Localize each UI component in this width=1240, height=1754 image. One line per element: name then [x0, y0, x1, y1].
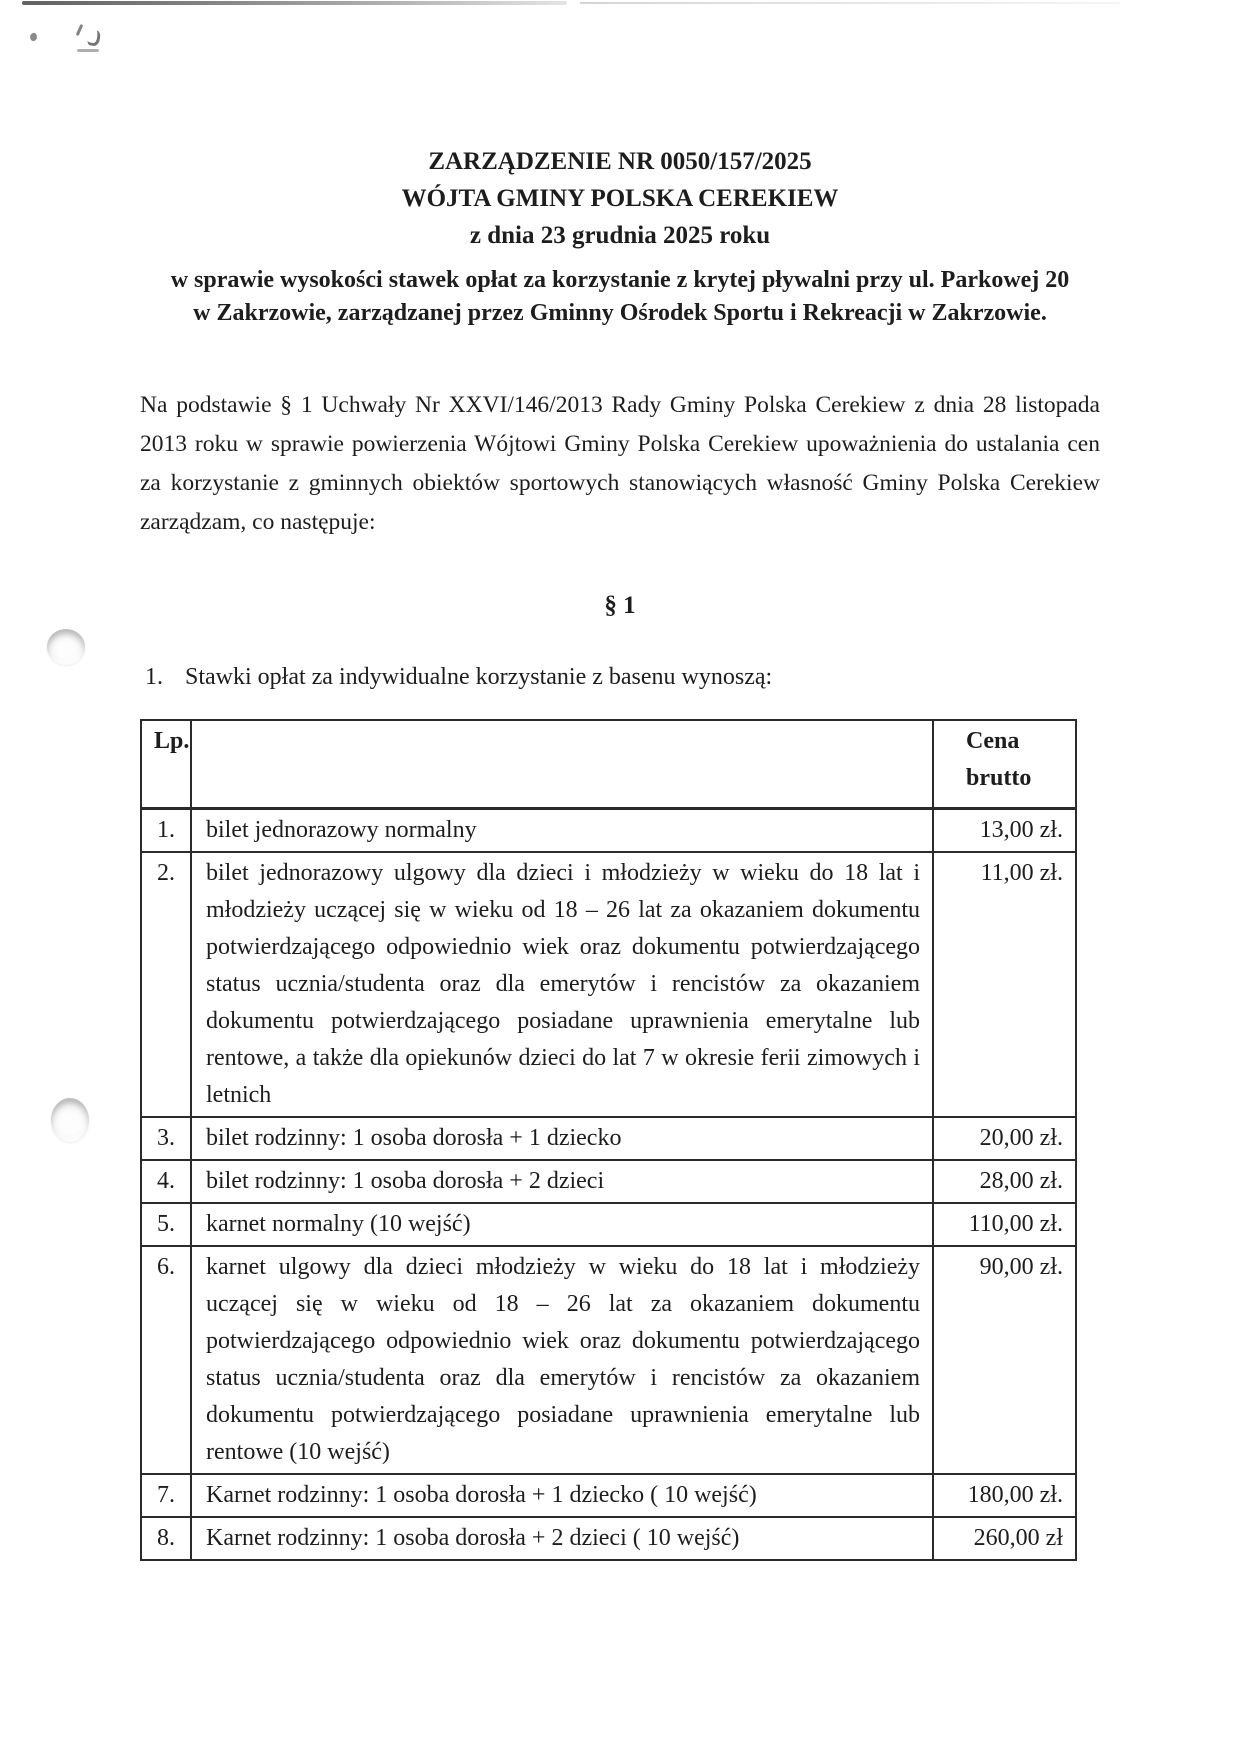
ordinance-date: z dnia 23 grudnia 2025 roku: [469, 222, 771, 249]
row-number: 2.: [141, 852, 191, 1117]
scan-edge-artifact: [580, 2, 1120, 4]
row-number: 3.: [141, 1117, 191, 1160]
column-header-price: Cena brutto: [933, 720, 1076, 809]
row-number: 4.: [141, 1160, 191, 1203]
scan-smudge-mark: [76, 24, 84, 36]
issuing-authority: WÓJTA GMINY POLSKA CEREKIEW: [401, 185, 839, 212]
scan-edge-artifact: [22, 1, 567, 5]
scan-smudge-mark: [77, 49, 99, 52]
document-subject: [120, 264, 1120, 330]
column-header-description-empty: [191, 720, 933, 809]
table-row: [141, 809, 1076, 853]
row-price: 90,00 zł.: [933, 1246, 1076, 1474]
subject-line-2: w Zakrzowie, zarządzanej przez Gminny Ośrodek Sportu i Rekreacji w Zakrzowie.: [193, 300, 1047, 326]
row-price: 260,00 zł: [933, 1517, 1076, 1560]
subject-line-1: w sprawie wysokości stawek opłat za korzystanie z krytej pływalni przy ul. Parkowej 20: [170, 267, 1070, 293]
row-number: 5.: [141, 1203, 191, 1246]
ordinance-number: ZARZĄDZENIE NR 0050/157/2025: [428, 148, 812, 175]
row-description: bilet jednorazowy ulgowy dla dzieci i młodzieży w wieku do 18 lat i młodzieży uczącej się w wieku od 18 – 26 lat za okazaniem dokumentu potwierdzającego odpowiednio wiek oraz dokumentu potwierdzającego status ucznia/studenta oraz dla emerytów i rencistów za okazaniem dokumentu potwierdzającego posiadane uprawnienia emerytalne lub rentowe, a także dla opiekunów dzieci do lat 7 w okresie ferii zimowych i letnich: [191, 852, 933, 1117]
column-header-lp: Lp.: [141, 720, 191, 809]
row-price: 110,00 zł.: [933, 1203, 1076, 1246]
row-description: karnet ulgowy dla dzieci młodzieży w wieku do 18 lat i młodzieży uczącej się w wieku od 18 – 26 lat za okazaniem dokumentu potwierdzającego odpowiednio wiek oraz dokumentu potwierdzającego status ucznia/studenta oraz dla emerytów i rencistów za okazaniem dokumentu potwierdzającego posiadane uprawnienia emerytalne lub rentowe (10 wejść): [191, 1246, 933, 1474]
table-row: [141, 1160, 1076, 1203]
price-table-header-row: [141, 720, 1076, 809]
row-description: karnet normalny (10 wejść): [191, 1203, 933, 1246]
price-table: [140, 719, 1077, 1561]
row-price: 28,00 zł.: [933, 1160, 1076, 1203]
row-price: 180,00 zł.: [933, 1474, 1076, 1517]
table-row: [141, 1246, 1076, 1474]
scan-smudge-mark: [87, 29, 101, 47]
table-row: [141, 1203, 1076, 1246]
table-row: [141, 1117, 1076, 1160]
table-row: [141, 852, 1076, 1117]
list-item-number: 1.: [145, 664, 163, 690]
row-description: bilet jednorazowy normalny: [191, 809, 933, 853]
row-price: 11,00 zł.: [933, 852, 1076, 1117]
section-1-heading: § 1: [604, 592, 636, 619]
legal-basis-paragraph: Na podstawie § 1 Uchwały Nr XXVI/146/2013 Rady Gminy Polska Cerekiew z dnia 28 listopada 2013 roku w sprawie powierzenia Wójtowi Gminy Polska Cerekiew upoważnienia do ustalania cen za korzystanie z gminnych obiektów sportowych stanowiących własność Gminy Polska Cerekiew zarządzam, co następuje:: [140, 392, 1100, 535]
row-description: bilet rodzinny: 1 osoba dorosła + 2 dzieci: [191, 1160, 933, 1203]
row-description: Karnet rodzinny: 1 osoba dorosła + 2 dzieci ( 10 wejść): [191, 1517, 933, 1560]
list-item-1: [145, 664, 1100, 691]
hole-punch-shadow: [51, 1098, 89, 1142]
row-price: 20,00 zł.: [933, 1117, 1076, 1160]
table-row: [141, 1517, 1076, 1560]
list-item-text: Stawki opłat za indywidualne korzystanie z basenu wynoszą:: [185, 664, 773, 690]
table-row: [141, 1474, 1076, 1517]
row-description: Karnet rodzinny: 1 osoba dorosła + 1 dziecko ( 10 wejść): [191, 1474, 933, 1517]
row-number: 1.: [141, 809, 191, 853]
document-header: [0, 143, 1240, 254]
row-price: 13,00 zł.: [933, 809, 1076, 853]
scan-smudge-mark: [29, 32, 38, 42]
row-number: 7.: [141, 1474, 191, 1517]
row-description: bilet rodzinny: 1 osoba dorosła + 1 dziecko: [191, 1117, 933, 1160]
row-number: 6.: [141, 1246, 191, 1474]
hole-punch-shadow: [47, 629, 85, 665]
row-number: 8.: [141, 1517, 191, 1560]
